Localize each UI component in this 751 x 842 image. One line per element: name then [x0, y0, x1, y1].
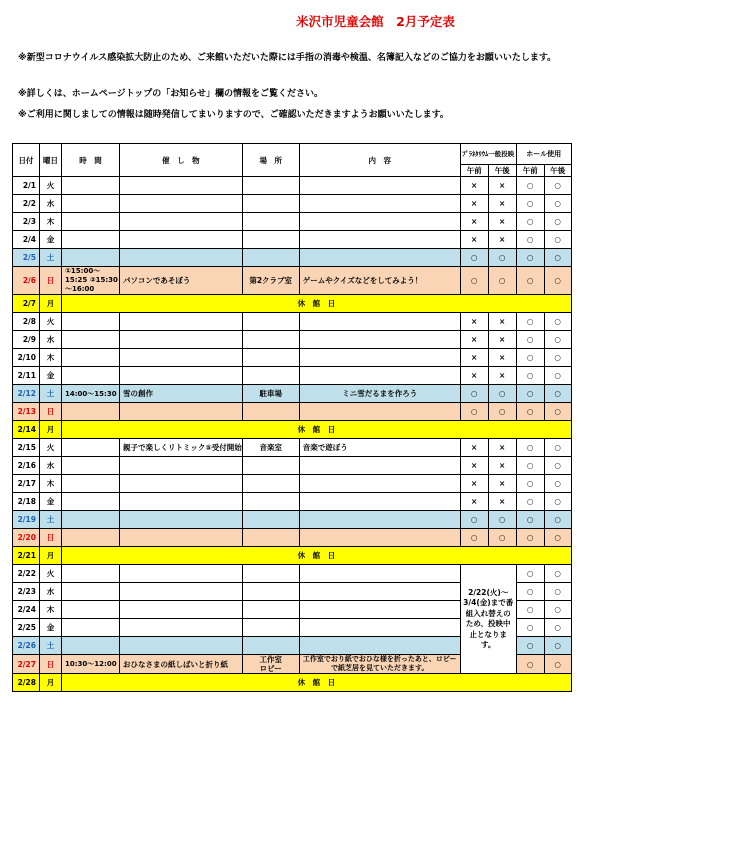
header-planetarium-pm: 午後 [488, 165, 516, 177]
date-cell: 2/6 [13, 267, 40, 295]
hall-pm-mark: ○ [544, 195, 571, 213]
place-cell [242, 313, 299, 331]
table-row [13, 529, 572, 547]
header-event: 催 し 物 [120, 144, 243, 177]
planetarium-pm-mark: × [488, 331, 516, 349]
planetarium-pm-mark: × [488, 493, 516, 511]
planetarium-pm-mark: × [488, 475, 516, 493]
event-cell: 親子で楽しくリトミック⑤受付開始 [120, 439, 243, 457]
content-cell [299, 529, 460, 547]
event-cell [120, 313, 243, 331]
planetarium-am-mark: × [460, 367, 488, 385]
dow-cell: 月 [40, 547, 62, 565]
hall-pm-mark: ○ [544, 267, 571, 295]
date-cell: 2/13 [13, 403, 40, 421]
content-cell: ミニ雪だるまを作ろう [299, 385, 460, 403]
hall-am-mark: ○ [516, 403, 544, 421]
hall-am-mark: ○ [516, 213, 544, 231]
event-cell [120, 475, 243, 493]
date-cell: 2/1 [13, 177, 40, 195]
planetarium-am-mark: × [460, 231, 488, 249]
dow-cell: 日 [40, 267, 62, 295]
place-cell [242, 637, 299, 655]
time-cell [62, 583, 120, 601]
table-row [13, 403, 572, 421]
date-cell: 2/12 [13, 385, 40, 403]
planetarium-pm-mark: × [488, 231, 516, 249]
time-cell [62, 529, 120, 547]
table-row [13, 439, 572, 457]
time-cell: 10:30～12:00 [62, 655, 120, 674]
time-cell [62, 231, 120, 249]
place-cell [242, 403, 299, 421]
hall-pm-mark: ○ [544, 367, 571, 385]
place-cell [242, 457, 299, 475]
dow-cell: 金 [40, 231, 62, 249]
place-cell [242, 367, 299, 385]
place-cell [242, 529, 299, 547]
header-dow: 曜日 [40, 144, 62, 177]
dow-cell: 日 [40, 655, 62, 674]
dow-cell: 金 [40, 493, 62, 511]
event-cell [120, 195, 243, 213]
time-cell [62, 439, 120, 457]
date-cell: 2/17 [13, 475, 40, 493]
table-row [13, 349, 572, 367]
date-cell: 2/25 [13, 619, 40, 637]
dow-cell: 木 [40, 475, 62, 493]
dow-cell: 水 [40, 583, 62, 601]
event-cell [120, 213, 243, 231]
event-cell [120, 349, 243, 367]
notice-info: ※ご利用に関しましての情報は随時発信してまいりますので、ご確認いただきますようお願いいたします。 [18, 110, 449, 120]
header-date: 日付 [13, 144, 40, 177]
holiday-cell: 休 館 日 [62, 421, 572, 439]
table-row [13, 511, 572, 529]
table-row [13, 547, 572, 565]
date-cell: 2/16 [13, 457, 40, 475]
content-cell [299, 231, 460, 249]
place-cell: 音楽室 [242, 439, 299, 457]
hall-pm-mark: ○ [544, 439, 571, 457]
planetarium-pm-mark: × [488, 457, 516, 475]
hall-pm-mark: ○ [544, 637, 571, 655]
table-row [13, 475, 572, 493]
planetarium-am-mark: ○ [460, 385, 488, 403]
time-cell [62, 511, 120, 529]
content-cell [299, 195, 460, 213]
dow-cell: 土 [40, 511, 62, 529]
dow-cell: 月 [40, 295, 62, 313]
content-cell [299, 457, 460, 475]
content-cell: 音楽で遊ぼう [299, 439, 460, 457]
hall-am-mark: ○ [516, 637, 544, 655]
hall-am-mark: ○ [516, 655, 544, 674]
place-cell [242, 583, 299, 601]
event-cell: おひなさまの紙しばいと折り紙 [120, 655, 243, 674]
content-cell [299, 213, 460, 231]
place-cell: 第2クラブ室 [242, 267, 299, 295]
planetarium-am-mark: × [460, 457, 488, 475]
event-cell [120, 565, 243, 583]
time-cell [62, 367, 120, 385]
content-cell [299, 475, 460, 493]
hall-pm-mark: ○ [544, 213, 571, 231]
dow-cell: 火 [40, 439, 62, 457]
date-cell: 2/21 [13, 547, 40, 565]
planetarium-am-mark: ○ [460, 267, 488, 295]
hall-am-mark: ○ [516, 313, 544, 331]
planetarium-am-mark: × [460, 213, 488, 231]
dow-cell: 水 [40, 331, 62, 349]
dow-cell: 土 [40, 637, 62, 655]
header-hall-pm: 午後 [544, 165, 571, 177]
date-cell: 2/28 [13, 674, 40, 692]
schedule-table [12, 143, 572, 692]
place-cell [242, 195, 299, 213]
hall-pm-mark: ○ [544, 655, 571, 674]
hall-pm-mark: ○ [544, 249, 571, 267]
time-cell [62, 195, 120, 213]
event-cell [120, 511, 243, 529]
table-row [13, 249, 572, 267]
time-cell: 14:00～15:30 [62, 385, 120, 403]
planetarium-am-mark: ○ [460, 249, 488, 267]
table-row [13, 674, 572, 692]
date-cell: 2/24 [13, 601, 40, 619]
holiday-cell: 休 館 日 [62, 295, 572, 313]
date-cell: 2/26 [13, 637, 40, 655]
date-cell: 2/23 [13, 583, 40, 601]
hall-pm-mark: ○ [544, 493, 571, 511]
planetarium-pm-mark: × [488, 367, 516, 385]
hall-am-mark: ○ [516, 231, 544, 249]
dow-cell: 火 [40, 313, 62, 331]
event-cell [120, 619, 243, 637]
table-row [13, 313, 572, 331]
hall-am-mark: ○ [516, 439, 544, 457]
table-row [13, 457, 572, 475]
time-cell [62, 403, 120, 421]
date-cell: 2/14 [13, 421, 40, 439]
hall-am-mark: ○ [516, 511, 544, 529]
place-cell: 工作室 ロビー [242, 655, 299, 674]
time-cell [62, 601, 120, 619]
planetarium-pm-mark: × [488, 313, 516, 331]
table-row [13, 421, 572, 439]
date-cell: 2/20 [13, 529, 40, 547]
place-cell [242, 349, 299, 367]
dow-cell: 日 [40, 529, 62, 547]
table-row [13, 367, 572, 385]
time-cell [62, 313, 120, 331]
dow-cell: 水 [40, 195, 62, 213]
place-cell [242, 511, 299, 529]
table-row [13, 295, 572, 313]
planetarium-pm-mark: ○ [488, 249, 516, 267]
dow-cell: 日 [40, 403, 62, 421]
hall-pm-mark: ○ [544, 457, 571, 475]
place-cell [242, 493, 299, 511]
place-cell [242, 565, 299, 583]
place-cell [242, 475, 299, 493]
content-cell [299, 583, 460, 601]
table-row [13, 385, 572, 403]
content-cell [299, 601, 460, 619]
time-cell [62, 565, 120, 583]
event-cell [120, 231, 243, 249]
event-cell: パソコンであそぼう [120, 267, 243, 295]
time-cell [62, 475, 120, 493]
planetarium-am-mark: × [460, 493, 488, 511]
time-cell [62, 331, 120, 349]
planetarium-am-mark: × [460, 331, 488, 349]
hall-pm-mark: ○ [544, 511, 571, 529]
planetarium-am-mark: × [460, 177, 488, 195]
dow-cell: 金 [40, 367, 62, 385]
header-planetarium: ﾌﾟﾗﾈﾀﾘｳﾑ一般投映 [460, 144, 516, 165]
table-row [13, 267, 572, 295]
time-cell [62, 619, 120, 637]
planetarium-am-mark: × [460, 439, 488, 457]
table-row [13, 177, 572, 195]
place-cell [242, 331, 299, 349]
content-cell [299, 565, 460, 583]
place-cell [242, 177, 299, 195]
time-cell [62, 249, 120, 267]
hall-pm-mark: ○ [544, 231, 571, 249]
hall-pm-mark: ○ [544, 565, 571, 583]
header-planetarium-am: 午前 [460, 165, 488, 177]
date-cell: 2/5 [13, 249, 40, 267]
hall-am-mark: ○ [516, 475, 544, 493]
table-row [13, 195, 572, 213]
event-cell [120, 367, 243, 385]
date-cell: 2/22 [13, 565, 40, 583]
event-cell [120, 637, 243, 655]
hall-am-mark: ○ [516, 493, 544, 511]
hall-am-mark: ○ [516, 349, 544, 367]
place-cell [242, 231, 299, 249]
planetarium-pm-mark: × [488, 439, 516, 457]
planetarium-am-mark: ○ [460, 511, 488, 529]
hall-pm-mark: ○ [544, 177, 571, 195]
date-cell: 2/7 [13, 295, 40, 313]
event-cell: 雪の創作 [120, 385, 243, 403]
hall-pm-mark: ○ [544, 331, 571, 349]
place-cell [242, 619, 299, 637]
content-cell [299, 313, 460, 331]
date-cell: 2/27 [13, 655, 40, 674]
place-cell [242, 601, 299, 619]
time-cell [62, 177, 120, 195]
dow-cell: 月 [40, 674, 62, 692]
content-cell [299, 177, 460, 195]
planetarium-closure-notice: 2/22(火)～3/4(金)まで番組入れ替えのため、投映中止となります。 [460, 565, 516, 674]
dow-cell: 火 [40, 177, 62, 195]
hall-am-mark: ○ [516, 457, 544, 475]
hall-am-mark: ○ [516, 267, 544, 295]
time-cell [62, 637, 120, 655]
time-cell [62, 349, 120, 367]
planetarium-pm-mark: ○ [488, 529, 516, 547]
planetarium-am-mark: ○ [460, 403, 488, 421]
hall-am-mark: ○ [516, 565, 544, 583]
hall-am-mark: ○ [516, 601, 544, 619]
hall-am-mark: ○ [516, 331, 544, 349]
time-cell [62, 457, 120, 475]
hall-am-mark: ○ [516, 249, 544, 267]
content-cell [299, 331, 460, 349]
date-cell: 2/11 [13, 367, 40, 385]
dow-cell: 木 [40, 349, 62, 367]
planetarium-am-mark: × [460, 313, 488, 331]
page-title: 米沢市児童会館 2月予定表 [296, 14, 455, 29]
content-cell: 工作室でおり紙でおひな様を折ったあと、ロビーで紙芝居を見ていただきます。 [299, 655, 460, 674]
header-hall-am: 午前 [516, 165, 544, 177]
table-row [13, 231, 572, 249]
content-cell [299, 249, 460, 267]
table-row [13, 565, 572, 583]
dow-cell: 月 [40, 421, 62, 439]
dow-cell: 火 [40, 565, 62, 583]
planetarium-pm-mark: × [488, 349, 516, 367]
table-row [13, 331, 572, 349]
holiday-cell: 休 館 日 [62, 674, 572, 692]
hall-pm-mark: ○ [544, 349, 571, 367]
time-cell [62, 213, 120, 231]
planetarium-pm-mark: × [488, 195, 516, 213]
content-cell [299, 403, 460, 421]
header-hall: ホール使用 [516, 144, 571, 165]
date-cell: 2/9 [13, 331, 40, 349]
content-cell [299, 493, 460, 511]
hall-pm-mark: ○ [544, 619, 571, 637]
content-cell [299, 619, 460, 637]
hall-pm-mark: ○ [544, 601, 571, 619]
table-row [13, 213, 572, 231]
planetarium-am-mark: × [460, 475, 488, 493]
hall-am-mark: ○ [516, 619, 544, 637]
header-content: 内 容 [299, 144, 460, 177]
planetarium-pm-mark: × [488, 213, 516, 231]
dow-cell: 水 [40, 457, 62, 475]
planetarium-pm-mark: ○ [488, 511, 516, 529]
hall-pm-mark: ○ [544, 475, 571, 493]
date-cell: 2/2 [13, 195, 40, 213]
planetarium-pm-mark: ○ [488, 267, 516, 295]
date-cell: 2/3 [13, 213, 40, 231]
time-cell: ①15:00～15:25 ②15:30～16:00 [62, 267, 120, 295]
event-cell [120, 403, 243, 421]
time-cell [62, 493, 120, 511]
content-cell [299, 367, 460, 385]
event-cell [120, 493, 243, 511]
holiday-cell: 休 館 日 [62, 547, 572, 565]
date-cell: 2/8 [13, 313, 40, 331]
planetarium-am-mark: × [460, 195, 488, 213]
event-cell [120, 331, 243, 349]
header-time: 時 間 [62, 144, 120, 177]
planetarium-pm-mark: ○ [488, 403, 516, 421]
notice-covid: ※新型コロナウイルス感染拡大防止のため、ご来館いただいた際には手指の消毒や検温、名簿記入などのご協力をお願いいたします。 [18, 53, 557, 63]
dow-cell: 土 [40, 385, 62, 403]
hall-pm-mark: ○ [544, 403, 571, 421]
table-row [13, 493, 572, 511]
place-cell [242, 213, 299, 231]
event-cell [120, 249, 243, 267]
hall-am-mark: ○ [516, 195, 544, 213]
hall-am-mark: ○ [516, 385, 544, 403]
hall-pm-mark: ○ [544, 529, 571, 547]
content-cell [299, 349, 460, 367]
place-cell: 駐車場 [242, 385, 299, 403]
event-cell [120, 529, 243, 547]
date-cell: 2/10 [13, 349, 40, 367]
hall-am-mark: ○ [516, 583, 544, 601]
place-cell [242, 249, 299, 267]
event-cell [120, 457, 243, 475]
dow-cell: 木 [40, 213, 62, 231]
date-cell: 2/18 [13, 493, 40, 511]
planetarium-am-mark: ○ [460, 529, 488, 547]
content-cell [299, 637, 460, 655]
event-cell [120, 583, 243, 601]
hall-am-mark: ○ [516, 177, 544, 195]
date-cell: 2/19 [13, 511, 40, 529]
hall-am-mark: ○ [516, 529, 544, 547]
notice-homepage: ※詳しくは、ホームページトップの「お知らせ」欄の情報をご覧ください。 [18, 89, 324, 99]
date-cell: 2/15 [13, 439, 40, 457]
header-place: 場 所 [242, 144, 299, 177]
planetarium-pm-mark: × [488, 177, 516, 195]
planetarium-pm-mark: ○ [488, 385, 516, 403]
hall-pm-mark: ○ [544, 313, 571, 331]
planetarium-am-mark: × [460, 349, 488, 367]
hall-pm-mark: ○ [544, 583, 571, 601]
event-cell [120, 177, 243, 195]
dow-cell: 木 [40, 601, 62, 619]
hall-pm-mark: ○ [544, 385, 571, 403]
hall-am-mark: ○ [516, 367, 544, 385]
content-cell [299, 511, 460, 529]
event-cell [120, 601, 243, 619]
content-cell: ゲームやクイズなどをしてみよう！ [299, 267, 460, 295]
date-cell: 2/4 [13, 231, 40, 249]
dow-cell: 金 [40, 619, 62, 637]
dow-cell: 土 [40, 249, 62, 267]
